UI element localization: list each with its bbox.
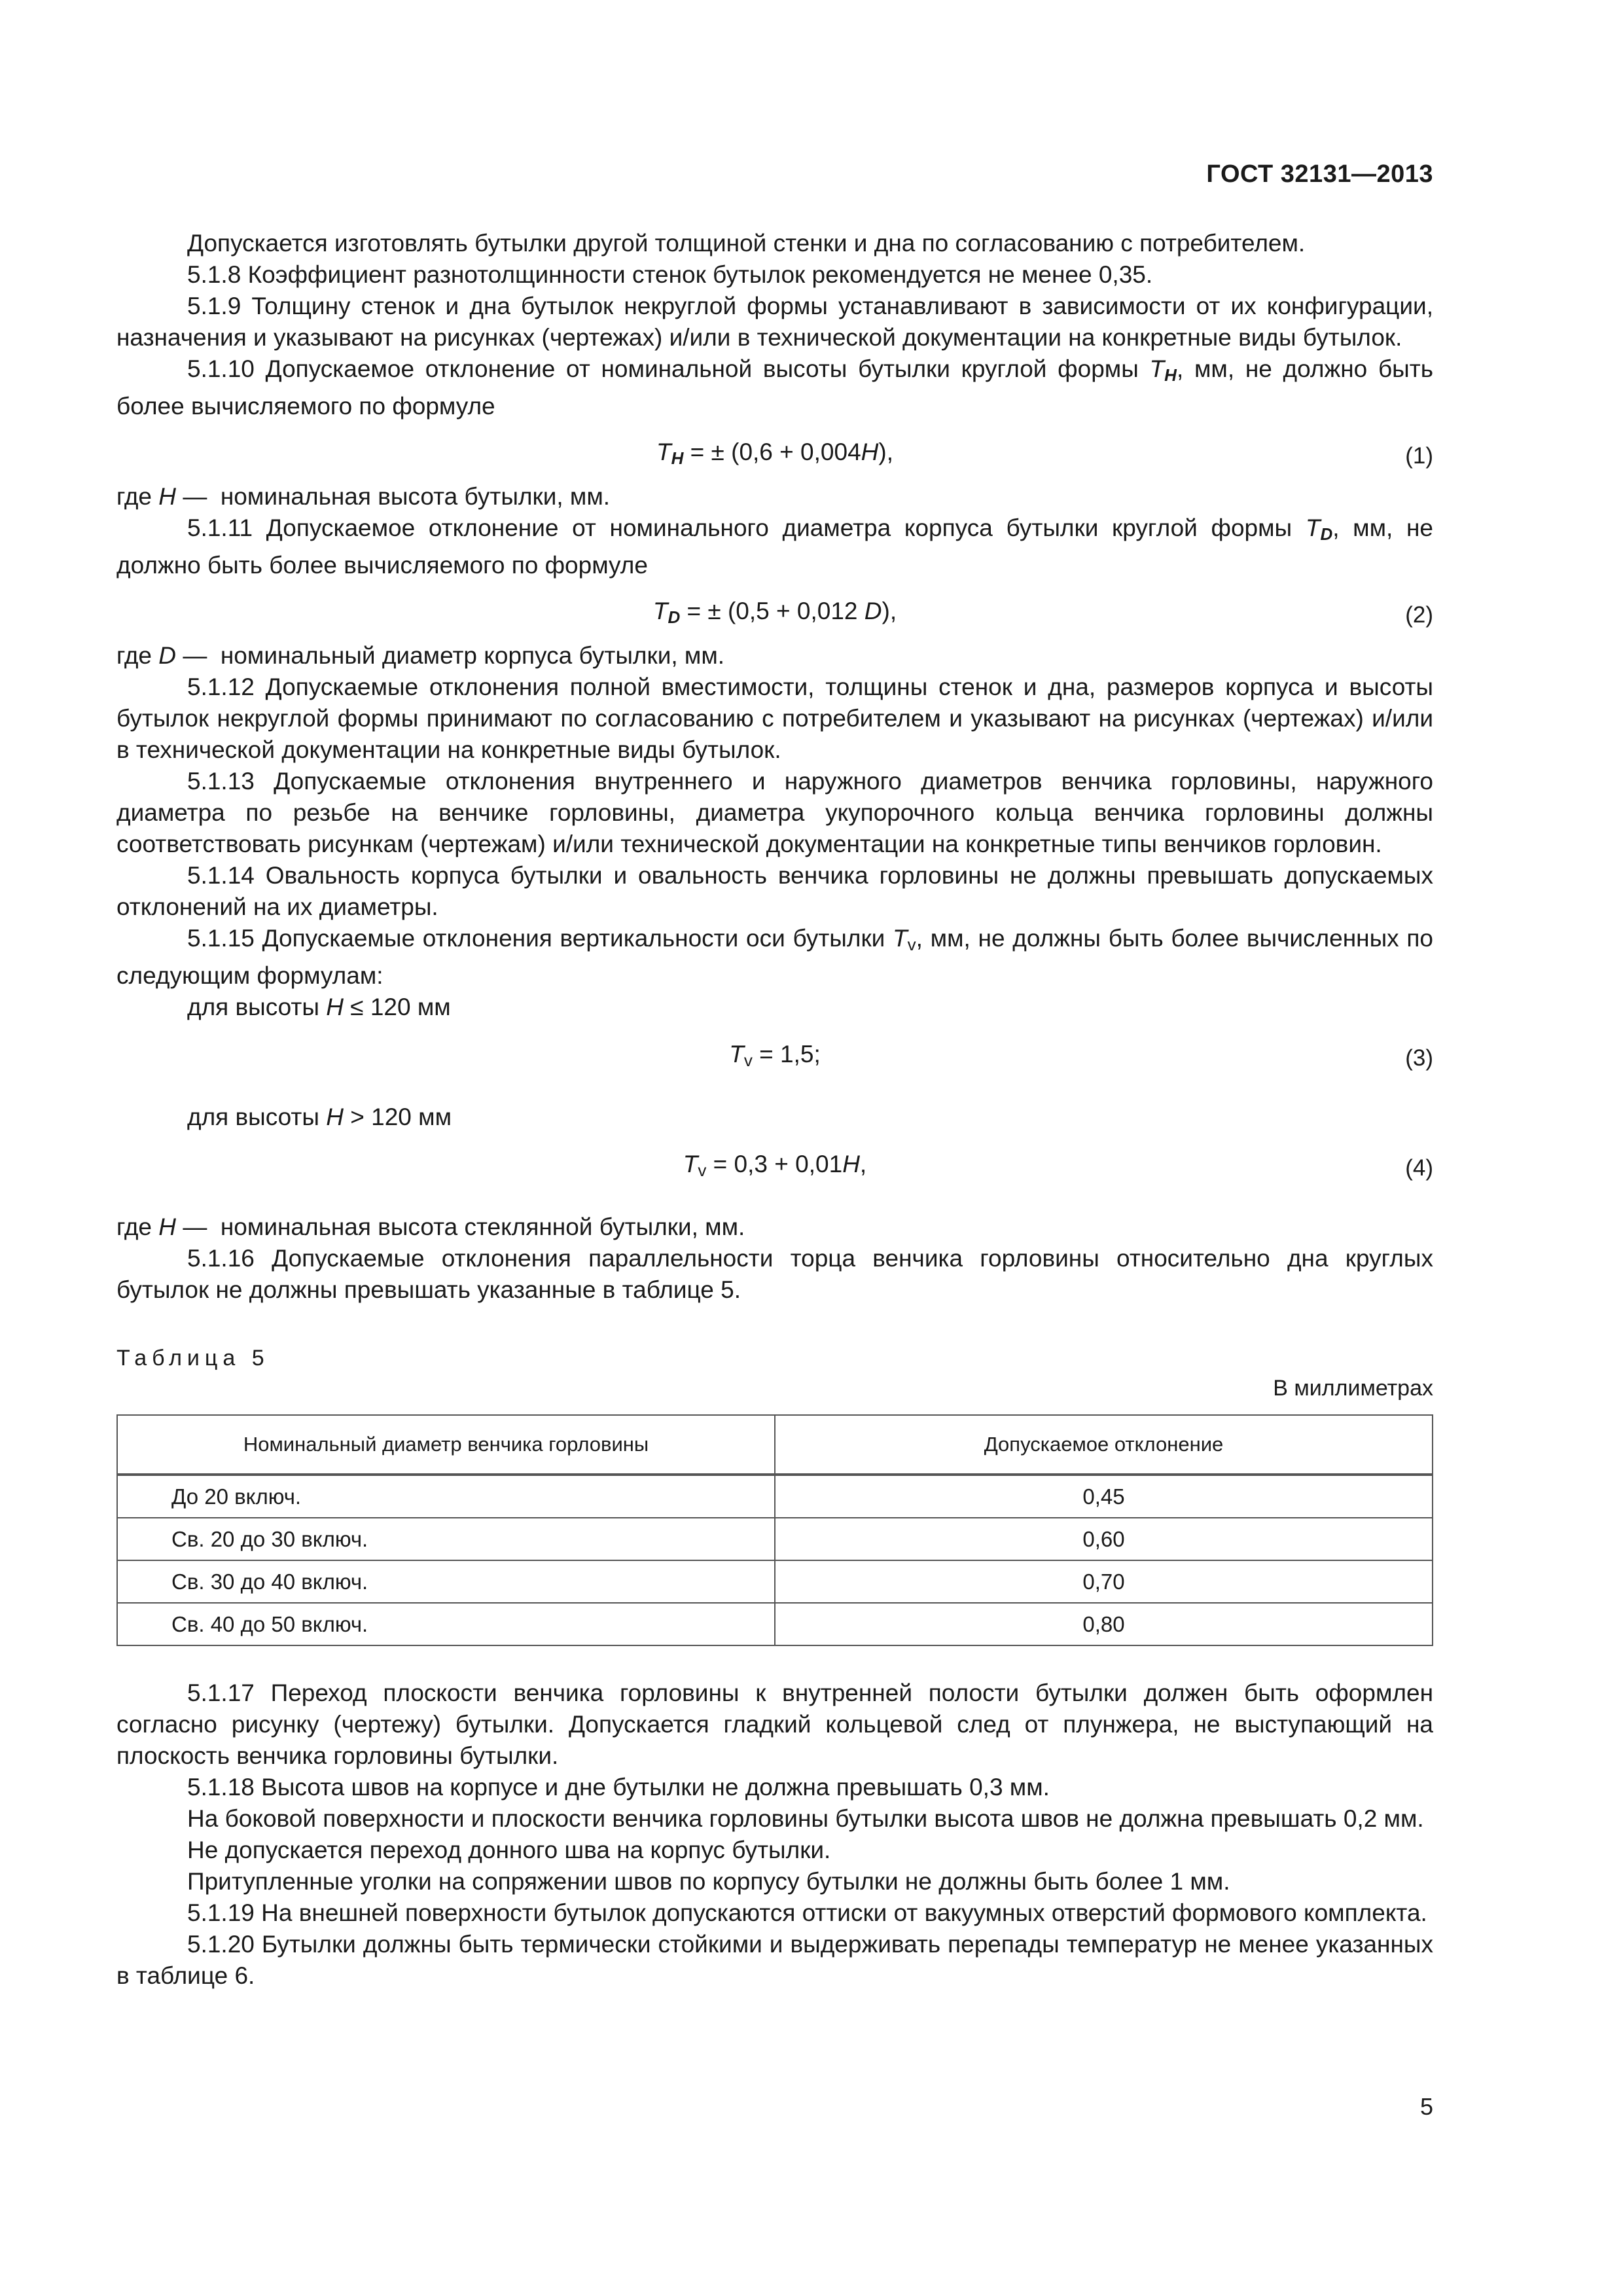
formula-number: (1) — [1405, 443, 1433, 469]
table-cell-deviation: 0,80 — [775, 1603, 1433, 1645]
where-variable: D — [158, 642, 177, 669]
table-row — [117, 1560, 1433, 1603]
where-dash: — — [183, 642, 207, 669]
formula-3 — [116, 1035, 1433, 1087]
where-text: номинальная высота стеклянной бутылки, мм. — [220, 1213, 745, 1240]
formula-lhs: T — [729, 1041, 744, 1067]
formula-1 — [116, 433, 1433, 472]
clause-5-1-19: 5.1.19 На внешней поверхности бутылок допускаются оттиски от вакуумных отверстий формового комплекта. — [187, 1899, 1427, 1926]
document-code: ГОСТ 32131—2013 — [1206, 160, 1433, 188]
table-header-row — [117, 1415, 1433, 1475]
where-prefix: где — [116, 642, 152, 669]
formula-2 — [116, 592, 1433, 631]
symbol: T — [1305, 514, 1321, 541]
formula-4 — [116, 1145, 1433, 1197]
table-row — [117, 1603, 1433, 1645]
clause-text: 5.1.11 Допускаемое отклонение от номинального диаметра корпуса бутылки круглой формы — [187, 514, 1293, 541]
where-prefix: где — [116, 1213, 152, 1240]
clause-tail: , мм, не должны быть более вычисленных по следующим формулам: — [116, 925, 1433, 989]
clause-5-1-9: 5.1.9 Толщину стенок и дна бутылок некруглой формы устанавливают в зависимости от их конфигурации, назначения и указывают на рисунках (чертежах) и/или в технической документации на конкретные виды бутылок. — [116, 293, 1433, 351]
clause-5-1-20: 5.1.20 Бутылки должны быть термически стойкими и выдерживать перепады температур не менее указанных в таблице 6. — [116, 1931, 1433, 1989]
condition-relation: ≤ 120 мм — [350, 994, 451, 1020]
column-header-diameter: Номинальный диаметр венчика горловины — [117, 1415, 775, 1475]
table-cell-diameter: До 20 включ. — [117, 1475, 775, 1518]
table-cell-diameter: Св. 30 до 40 включ. — [117, 1560, 775, 1603]
where-dash: — — [183, 483, 207, 510]
clause-text: 5.1.15 Допускаемые отклонения вертикальности оси бутылки — [187, 925, 885, 952]
clause-5-1-13: 5.1.13 Допускаемые отклонения внутреннего и наружного диаметров венчика горловины, наружного диаметра по резьбе на венчике горловины, диаметра укупорочного кольца венчика горловины должны соответствовать рисункам (чертежам) и/или технической документации на конкретные типы венчиков горловин. — [116, 768, 1433, 857]
clause-5-1-11 — [116, 512, 1433, 581]
formula-lhs-subscript: v — [698, 1160, 707, 1180]
where-dash: — — [183, 1213, 207, 1240]
table-unit: В миллиметрах — [1273, 1376, 1433, 1401]
symbol-subscript: H — [1164, 365, 1177, 385]
formula-lhs-subscript: D — [668, 607, 681, 627]
formula-rhs: = ± (0,6 + 0,004 — [690, 439, 861, 465]
column-header-deviation: Допускаемое отклонение — [775, 1415, 1433, 1475]
condition-variable: H — [326, 994, 344, 1020]
where-clause — [116, 640, 1433, 672]
document-body — [116, 228, 1433, 1992]
where-clause — [116, 481, 1433, 512]
table-5 — [116, 1414, 1433, 1646]
formula-rhs: = ± (0,5 + 0,012 — [687, 598, 865, 624]
condition-2 — [116, 1102, 1433, 1133]
symbol-subscript: D — [1320, 524, 1333, 544]
formula-number: (3) — [1405, 1045, 1433, 1071]
where-clause — [116, 1211, 1433, 1243]
symbol: T — [893, 925, 908, 952]
page-number: 5 — [1419, 2093, 1433, 2120]
where-prefix: где — [116, 483, 152, 510]
formula-end: ), — [882, 598, 897, 624]
clause-text: 5.1.10 Допускаемое отклонение от номинальной высоты бутылки круглой формы — [187, 355, 1139, 382]
table-cell-deviation: 0,60 — [775, 1518, 1433, 1560]
clause-5-1-18: 5.1.18 Высота швов на корпусе и дне бутылки не должна превышать 0,3 мм. — [187, 1774, 1050, 1801]
clause-5-1-17: 5.1.17 Переход плоскости венчика горловины к внутренней полости бутылки должен быть оформлен согласно рисунку (чертежу) бутылки. Допускается гладкий кольцевой след от плунжера, не выступающий на плоскость венчика горловины бутылки. — [116, 1679, 1433, 1769]
formula-variable: H — [842, 1151, 860, 1177]
formula-end: , — [859, 1151, 867, 1177]
where-text: номинальная высота бутылки, мм. — [220, 483, 611, 510]
table-cell-diameter: Св. 40 до 50 включ. — [117, 1603, 775, 1645]
paragraph: Допускается изготовлять бутылки другой толщиной стенки и дна по согласованию с потребителем. — [187, 230, 1306, 257]
table-cell-deviation: 0,45 — [775, 1475, 1433, 1518]
clause-5-1-10 — [116, 353, 1433, 422]
clause-5-1-14: 5.1.14 Овальность корпуса бутылки и овальность венчика горловины не должны превышать допускаемых отклонений на их диаметры. — [116, 862, 1433, 920]
where-variable: H — [158, 483, 177, 510]
formula-rhs: = 1,5; — [759, 1041, 821, 1067]
paragraph: Не допускается переход донного шва на корпус бутылки. — [187, 1837, 831, 1863]
formula-end: ), — [878, 439, 893, 465]
formula-lhs: T — [656, 439, 671, 465]
condition-prefix: для высоты — [187, 1103, 319, 1130]
paragraph: Притупленные уголки на сопряжении швов по корпусу бутылки не должны быть более 1 мм. — [187, 1868, 1230, 1895]
clause-5-1-16: 5.1.16 Допускаемые отклонения параллельности торца венчика горловины относительно дна круглых бутылок не должны превышать указанные в таблице 5. — [116, 1245, 1433, 1303]
formula-lhs: T — [652, 598, 668, 624]
table-caption: Таблица 5 — [116, 1346, 270, 1371]
symbol: T — [1149, 355, 1165, 382]
condition-relation: > 120 мм — [350, 1103, 452, 1130]
paragraph: На боковой поверхности и плоскости венчика горловины бутылки высота швов не должна превышать 0,2 мм. — [187, 1805, 1424, 1832]
formula-number: (4) — [1405, 1155, 1433, 1181]
condition-variable: H — [326, 1103, 344, 1130]
where-variable: H — [158, 1213, 177, 1240]
table-row — [117, 1518, 1433, 1560]
table-cell-deviation: 0,70 — [775, 1560, 1433, 1603]
condition-1 — [116, 992, 1433, 1023]
clause-5-1-12: 5.1.12 Допускаемые отклонения полной вместимости, толщины стенок и дна, размеров корпуса и высоты бутылок некруглой формы принимают по согласованию с потребителем и указывают на рисунках (чертежах) и/или в технической документации на конкретные виды бутылок. — [116, 673, 1433, 763]
table-row — [117, 1475, 1433, 1518]
clause-5-1-8: 5.1.8 Коэффициент разнотолщинности стенок бутылок рекомендуется не менее 0,35. — [187, 261, 1153, 288]
clause-tail: , мм, не должно быть более вычисляемого по формуле — [116, 514, 1434, 579]
table-cell-diameter: Св. 20 до 30 включ. — [117, 1518, 775, 1560]
formula-variable: H — [861, 439, 879, 465]
formula-lhs: T — [683, 1151, 698, 1177]
condition-prefix: для высоты — [187, 994, 319, 1020]
formula-rhs: = 0,3 + 0,01 — [713, 1151, 843, 1177]
formula-variable: D — [864, 598, 882, 624]
formula-lhs-subscript: H — [671, 448, 684, 468]
formula-number: (2) — [1405, 602, 1433, 628]
clause-5-1-15 — [116, 923, 1433, 992]
symbol-subscript: v — [907, 935, 916, 954]
where-text: номинальный диаметр корпуса бутылки, мм. — [220, 642, 725, 669]
clause-tail: , мм, не должно быть более вычисляемого по формуле — [116, 355, 1433, 420]
formula-lhs-subscript: v — [743, 1050, 753, 1070]
